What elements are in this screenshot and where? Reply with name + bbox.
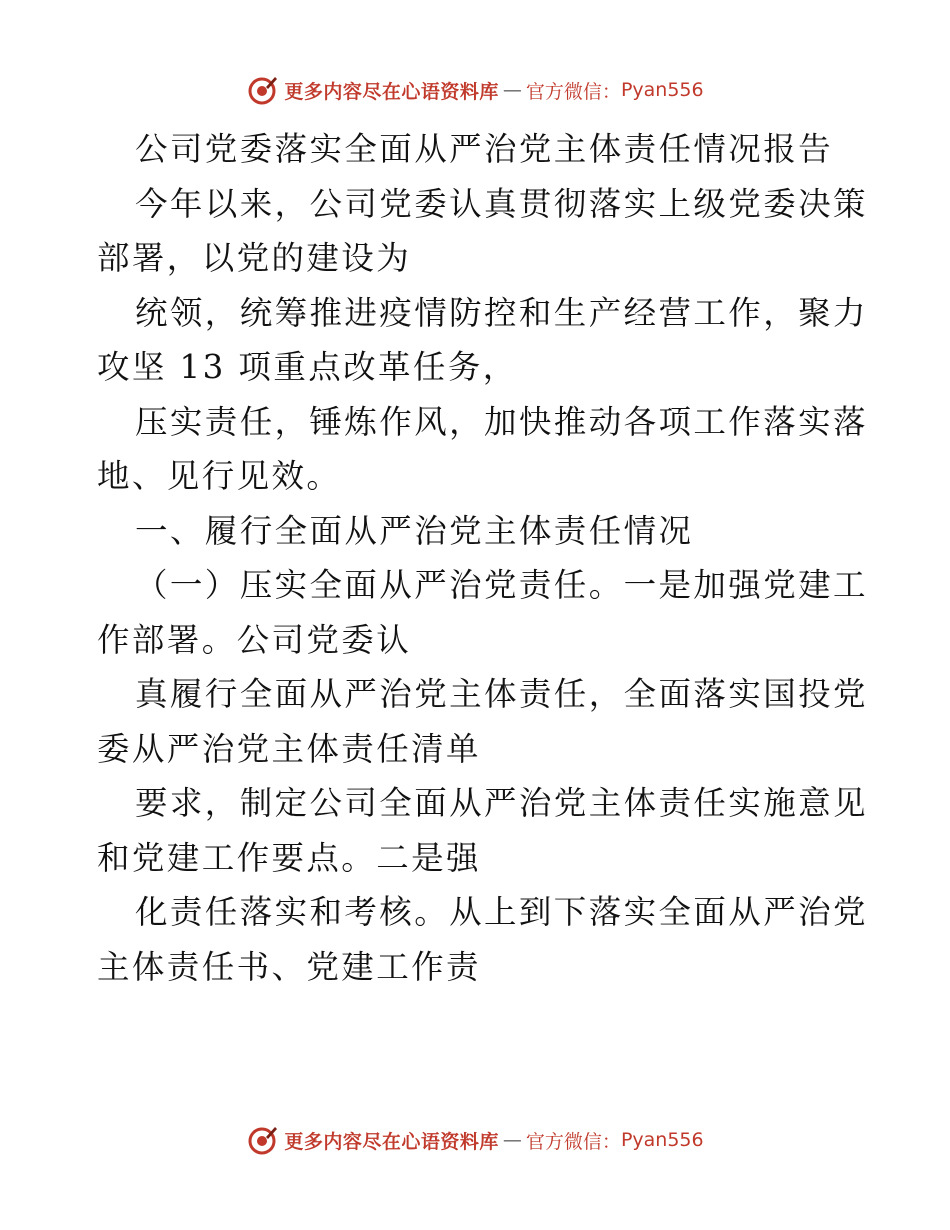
pen-logo-icon [246,74,278,106]
watermark-main-text: 更多内容尽在心语资料库 [284,80,499,103]
document-body [97,122,868,994]
watermark-wechat-label: 官方微信： [525,80,621,103]
footer-watermark [0,1120,950,1160]
watermark-main-text: 更多内容尽在心语资料库 [284,1130,499,1153]
watermark-wechat-id: Pyan556 [620,1129,704,1151]
watermark-separator: — [502,79,522,101]
text-line: 攻坚 13 项重点改革任务， [97,348,518,386]
watermark-separator: — [502,1129,522,1151]
text-line: 今年以来，公司党委认真贯彻落实上级党委决策 [135,184,868,223]
header-watermark [0,70,950,110]
watermark-wechat-label: 官方微信： [525,1130,621,1153]
text-line: 要求，制定公司全面从严治党主体责任实施意见 [135,784,868,822]
text-line: 公司党委落实全面从严治党主体责任情况报告 [135,130,834,168]
text-line: 真履行全面从严治党主体责任，全面落实国投党 [135,675,868,713]
text-line: 统领，统筹推进疫情防控和生产经营工作，聚力 [135,293,868,332]
watermark-wechat-id: Pyan556 [620,79,704,101]
text-line: 委从严治党主体责任清单 [97,729,481,768]
text-line: 作部署。公司党委认 [97,620,412,659]
text-line: 部署，以党的建设为 [97,239,412,277]
pen-logo-icon [246,1124,278,1156]
text-line: 化责任落实和考核。从上到下落实全面从严治党 [135,893,868,931]
text-line: 压实责任，锤炼作风，加快推动各项工作落实落 [135,402,868,441]
text-line: 一、履行全面从严治党主体责任情况 [135,511,694,550]
text-line: （一）压实全面从严治党责任。一是加强党建工 [135,566,868,604]
text-line: 主体责任书、党建工作责 [97,947,481,986]
text-line: 地、见行见效。 [97,457,342,495]
text-line: 和党建工作要点。二是强 [97,838,481,877]
